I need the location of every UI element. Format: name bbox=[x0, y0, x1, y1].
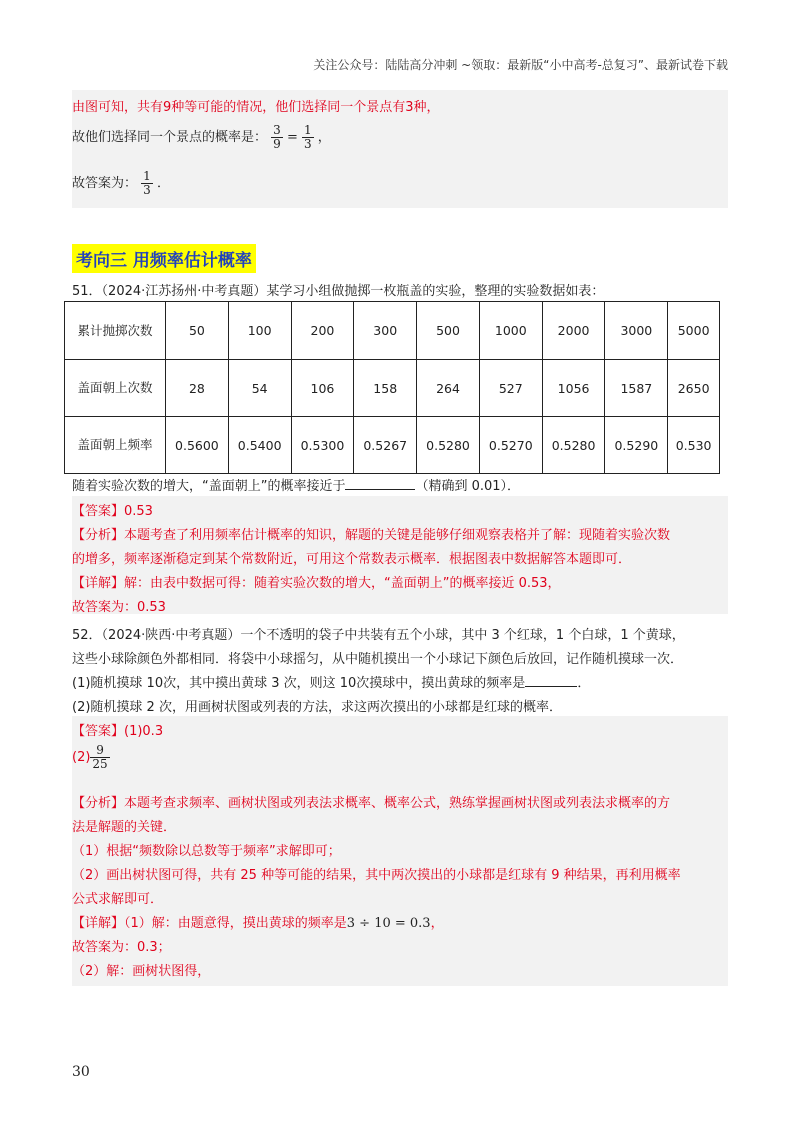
table-cell: 1056 bbox=[542, 360, 605, 417]
table-cell: 28 bbox=[166, 360, 229, 417]
q52-analysis-3: （1）根据“频数除以总数等于频率”求解即可； bbox=[72, 844, 341, 859]
table-cell: 527 bbox=[479, 360, 542, 417]
section-heading: 考向三 用频率估计概率 bbox=[72, 244, 256, 273]
detail-formula: 3 ÷ 10 = 0.3 bbox=[346, 916, 431, 931]
answer-label: 故答案为： bbox=[72, 176, 138, 191]
row-header: 盖面朝上频率 bbox=[65, 417, 166, 474]
table-cell: 2650 bbox=[668, 360, 720, 417]
q51-analysis-1: 【分析】本题考查了利用频率估计概率的知识，解题的关键是能够仔细观察表格并了解：现随着实验次数 bbox=[72, 528, 671, 543]
prev-solution-line-1: 由图可知，共有9种等可能的情况，他们选择同一个景点有3种， bbox=[72, 100, 440, 115]
table-cell: 50 bbox=[166, 302, 229, 360]
table-cell: 500 bbox=[417, 302, 480, 360]
prev-solution-text: 故他们选择同一个景点的概率是： bbox=[72, 130, 268, 145]
table-cell: 1587 bbox=[605, 360, 668, 417]
table-row bbox=[65, 302, 720, 360]
table-cell: 300 bbox=[354, 302, 417, 360]
q52-analysis-5: 公式求解即可． bbox=[72, 892, 164, 907]
table-cell: 0.5290 bbox=[605, 417, 668, 474]
q51-conclusion: 故答案为：0.53 bbox=[72, 600, 166, 615]
table-cell: 106 bbox=[291, 360, 354, 417]
q51-detail: 【详解】解：由表中数据可得：随着实验次数的增大，“盖面朝上”的概率接近 0.53， bbox=[72, 576, 561, 591]
table-cell: 2000 bbox=[542, 302, 605, 360]
q52-detail bbox=[72, 912, 444, 931]
question-text: 随着实验次数的增大，“盖面朝上”的概率接近于 bbox=[72, 479, 346, 494]
q51-stem: 51．（2024·江苏扬州·中考真题）某学习小组做抛掷一枚瓶盖的实验，整理的实验数据如表： bbox=[72, 284, 605, 299]
answer-fraction: $\frac{1}{3}$ bbox=[143, 169, 151, 197]
question-text: (1)随机摸球 10次，其中摸出黄球 3 次，则这 10次摸球中，摸出黄球的频率是 bbox=[72, 676, 526, 691]
header-note: 关注公众号：陆陆高分冲刺 ~领取：最新版“小中高考-总复习”、最新试卷下载 bbox=[313, 58, 728, 72]
answer-blank bbox=[525, 674, 577, 687]
row-header: 盖面朝上次数 bbox=[65, 360, 166, 417]
table-cell: 0.5270 bbox=[479, 417, 542, 474]
q52-answer-2 bbox=[72, 744, 110, 771]
table-row bbox=[65, 360, 720, 417]
table-cell: 0.5280 bbox=[542, 417, 605, 474]
table-cell: 264 bbox=[417, 360, 480, 417]
q52-answer-1: 【答案】(1)0.3 bbox=[72, 724, 164, 739]
table-row bbox=[65, 417, 720, 474]
detail-text: 【详解】（1）解：由题意得，摸出黄球的频率是 bbox=[72, 916, 347, 931]
question-text: （精确到 0.01）． bbox=[415, 479, 521, 494]
table-cell: 5000 bbox=[668, 302, 720, 360]
table-cell: 3000 bbox=[605, 302, 668, 360]
answer-label: (2) bbox=[72, 750, 91, 765]
table-cell: 0.5600 bbox=[166, 417, 229, 474]
q52-stem-1: 52．（2024·陕西·中考真题）一个不透明的袋子中共装有五个小球，其中 3 个红球，1 个白球，1 个黄球， bbox=[72, 628, 685, 643]
table-cell: 158 bbox=[354, 360, 417, 417]
q52-stem-2: 这些小球除颜色外都相同．将袋中小球摇匀，从中随机摸出一个小球记下颜色后放回，记作随机摸球一次． bbox=[72, 652, 684, 667]
page-number: 30 bbox=[72, 1064, 90, 1080]
table-cell: 200 bbox=[291, 302, 354, 360]
prev-solution-line-2 bbox=[72, 124, 331, 151]
table-cell: 0.5300 bbox=[291, 417, 354, 474]
table-cell: 0.5280 bbox=[417, 417, 480, 474]
q52-part-1 bbox=[72, 672, 590, 691]
table-cell: 0.5267 bbox=[354, 417, 417, 474]
q52-analysis-2: 法是解题的关键． bbox=[72, 820, 177, 835]
fraction-3-9: $\frac{3}{9}$ bbox=[273, 123, 281, 151]
answer-fraction: $\frac{9}{25}$ bbox=[92, 743, 108, 771]
punctuation: ， bbox=[317, 130, 331, 145]
q51-question bbox=[72, 475, 520, 494]
q52-analysis-4: （2）画出树状图可得，共有 25 种等可能的结果，其中两次摸出的小球都是红球有 9 种结果，再利用概率 bbox=[72, 868, 681, 883]
prev-solution-line-3 bbox=[72, 170, 170, 197]
equals-sign: = bbox=[286, 130, 298, 145]
table-cell: 0.5400 bbox=[228, 417, 291, 474]
fraction-1-3: $\frac{1}{3}$ bbox=[303, 123, 312, 151]
q52-analysis-1: 【分析】本题考查求频率、画树状图或列表法求概率、概率公式，熟练掌握画树状图或列表法求概率的方 bbox=[72, 796, 671, 811]
q52-part-2: (2)随机摸球 2 次，用画树状图或列表的方法，求这两次摸出的小球都是红球的概率． bbox=[72, 700, 562, 715]
q52-conclusion: 故答案为：0.3； bbox=[72, 940, 171, 955]
table-cell: 54 bbox=[228, 360, 291, 417]
experiment-table bbox=[64, 301, 720, 474]
q51-answer: 【答案】0.53 bbox=[72, 504, 153, 519]
q52-part-2-detail: （2）解：画树状图得， bbox=[72, 964, 211, 979]
answer-blank bbox=[345, 477, 415, 490]
punctuation: ， bbox=[430, 916, 444, 931]
question-text: ． bbox=[577, 676, 591, 691]
punctuation: ． bbox=[156, 176, 170, 191]
row-header: 累计抛掷次数 bbox=[65, 302, 166, 360]
q51-analysis-2: 的增多，频率逐渐稳定到某个常数附近，可用这个常数表示概率．根据图表中数据解答本题即可． bbox=[72, 552, 632, 567]
table-cell: 1000 bbox=[479, 302, 542, 360]
table-cell: 0.530 bbox=[668, 417, 720, 474]
table-cell: 100 bbox=[228, 302, 291, 360]
